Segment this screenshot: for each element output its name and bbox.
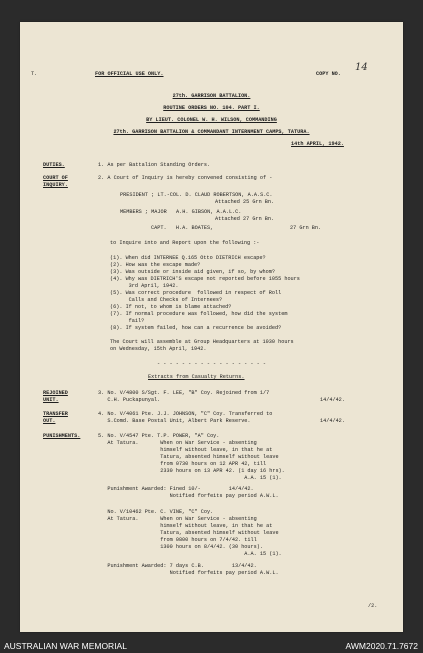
extracts-heading: Extracts from Casualty Returns. — [148, 374, 245, 380]
section-divider: - - - - - - - - - - - - - - - - - - — [157, 361, 266, 367]
copy-label: COPY NO. — [316, 71, 341, 77]
inquiry-item: (2). How was the escape made? — [110, 262, 201, 268]
punishment-2-line: 1300 hours on 8/4/42. (30 hours). — [98, 544, 263, 550]
member-1: MEMBERS ; MAJOR A.H. GIBSON, A.A.L.C. — [120, 209, 242, 215]
inquiry-item: (8). If system failed, how can a recurrence be avoided? — [110, 325, 282, 331]
inquiry-item: (4). Why was DIETRICH'S escape not reported before 1055 hours — [110, 276, 300, 282]
punishment-2-line: himself without leave, in that he at — [98, 523, 273, 529]
rejoined-date: 14/4/42. — [320, 397, 345, 403]
inquiry-item: (5). Was correct procedure followed in respect of Roll — [110, 290, 282, 296]
rejoined-line-1: 3. No. V/4800 S/Sgt. F. LEE, "B" Coy. Rejoined from 1/7 — [98, 390, 270, 396]
punishment-1-line: Tatura, absented himself without leave — [98, 454, 279, 460]
rejoined-label-2: UNIT. — [43, 397, 59, 403]
transfer-date: 14/4/42. — [320, 418, 345, 424]
member-2: CAPT. H.A. BOATES, — [151, 225, 214, 231]
punishment-2-line: At Tatura. When on War Service - absenting — [98, 516, 257, 522]
court-intro: 2. A Court of Inquiry is hereby convened consisting of - — [98, 175, 273, 181]
next-page-marker: /2. — [368, 603, 378, 609]
punishments-label: PUNISHMENTS. — [43, 433, 81, 439]
transfer-label-1: TRANSFER — [43, 411, 68, 417]
punishment-1-line: At Tatura. When on War Service - absenting — [98, 440, 257, 446]
inquiry-item: 3rd April, 1942. — [110, 283, 179, 289]
punishment-1-line: from 0730 hours on 12 APR 42, till — [98, 461, 267, 467]
president: PRESIDENT ; LT.-COL. D. CLAUD ROBERTSON, A.A.S.C. — [120, 192, 273, 198]
inquiry-item: (1). When did INTERNEE Q.165 Otto DIETRICH escape? — [110, 255, 266, 261]
title-orders: ROUTINE ORDERS NO. 104. PART I. — [163, 105, 260, 111]
rejoined-label-1: REJOINED — [43, 390, 68, 396]
president-attached: Attached 25 Grn Bn. — [215, 199, 275, 205]
page-marker: T. — [31, 71, 38, 77]
punishment-1-title: 5. No. V/4547 Pte. T.P. POWER, "A" Coy. — [98, 433, 220, 439]
transfer-label-2: OUT. — [43, 418, 56, 424]
archive-credit: AUSTRALIAN WAR MEMORIAL — [4, 641, 127, 651]
document-page — [20, 22, 403, 632]
inquiry-item: Calls and Checks of Internees? — [110, 297, 223, 303]
archive-reference: AWM2020.71.7672 — [345, 641, 418, 651]
punishment-2-award: Punishment Awarded: 7 days C.B. 13/4/42. — [98, 563, 257, 569]
assemble-line-1: The Court will assemble at Group Headquarters at 1030 hours — [110, 339, 294, 345]
punishment-2-line: A.A. 15 (1). — [98, 551, 282, 557]
punishment-2-line: Tatura, absented himself without leave — [98, 530, 279, 536]
classification: FOR OFFICIAL USE ONLY. — [95, 71, 164, 77]
punishment-1-forfeit: Notified forfeits pay period A.W.L. — [98, 493, 279, 499]
duties-text: 1. As per Battalion Standing Orders. — [98, 162, 211, 168]
title-battalion: 27th. GARRISON BATTALION. — [172, 93, 251, 99]
inquiry-item: (6). If not, to whom is blame attached? — [110, 304, 232, 310]
punishment-1-line: 2330 hours on 13 APR 42. (1 day 16 hrs). — [98, 468, 285, 474]
inquire-text: to Inquire into and Report upon the following :- — [110, 240, 260, 246]
title-camps: 27th. GARRISON BATTALION & COMMANDANT INTERNMENT CAMPS, TATURA. — [113, 129, 310, 135]
inquiry-item: fail? — [110, 318, 145, 324]
order-date: 14th APRIL, 1942. — [291, 141, 344, 147]
punishment-2-forfeit: Notified forfeits pay period A.W.L. — [98, 570, 279, 576]
inquiry-item: (3). Was outside or inside aid given, if so, by whom? — [110, 269, 275, 275]
punishment-1-line: himself without leave, in that he at — [98, 447, 273, 453]
assemble-line-2: on Wednesday, 15th April, 1942. — [110, 346, 207, 352]
punishment-1-line: A.A. 15 (1). — [98, 475, 282, 481]
member-1-attached: Attached 27 Grn Bn. — [215, 216, 275, 222]
court-label-2: INQUIRY. — [43, 182, 68, 188]
transfer-line-1: 4. No. V/4061 Pte. J.J. JOHNSON, "C" Coy. Transferred to — [98, 411, 273, 417]
punishment-2-line: from 0800 hours on 7/4/42. till — [98, 537, 257, 543]
inquiry-item: (7). If normal procedure was followed, how did the system — [110, 311, 288, 317]
member-2-unit: 27 Grn Bn. — [290, 225, 322, 231]
title-commanding: BY LIEUT. COLONEL W. H. WILSON, COMMANDING — [146, 117, 277, 123]
copy-number: 14 — [355, 62, 368, 73]
transfer-line-2: S.Comd. Base Postal Unit, Albert Park Reserve. — [98, 418, 251, 424]
punishment-1-award: Punishment Awarded: Fined 10/- 14/4/42. — [98, 486, 254, 492]
court-label-1: COURT OF — [43, 175, 68, 181]
rejoined-line-2: C.H. Puckapunyal. — [98, 397, 161, 403]
punishment-2-title: No. V/10462 Pte. C. VINE, "C" Coy. — [98, 509, 214, 515]
duties-label: DUTIES. — [43, 162, 65, 168]
